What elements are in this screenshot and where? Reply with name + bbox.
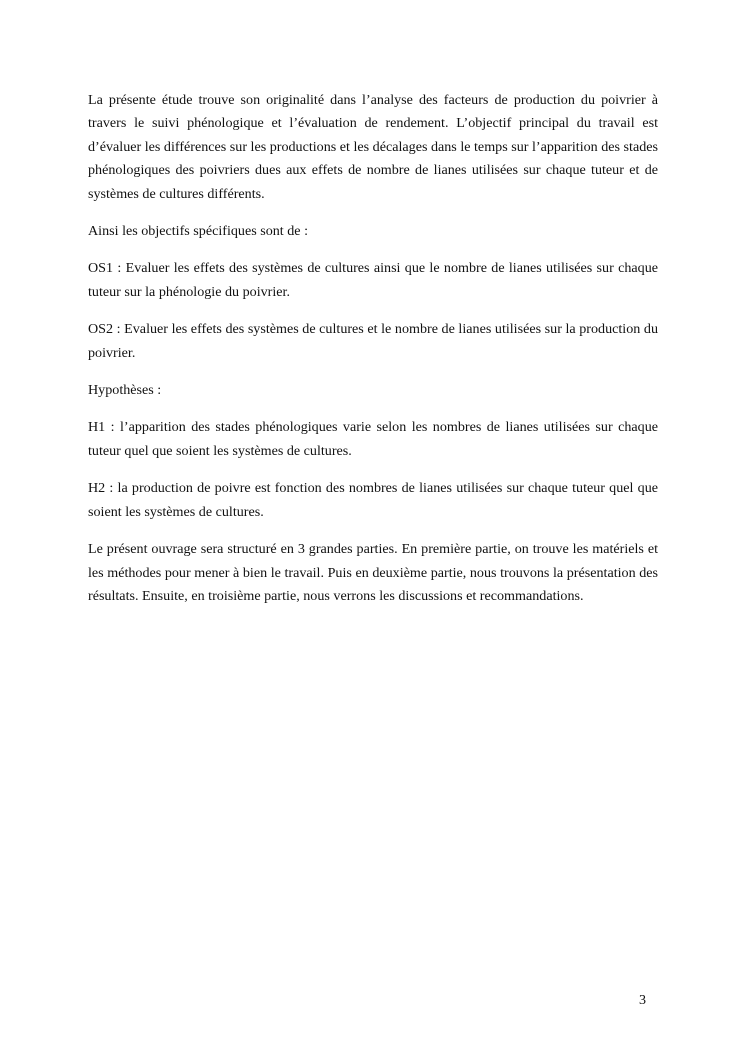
objective-os1: OS1 : Evaluer les effets des systèmes de cultures ainsi que le nombre de lianes utilisées sur chaque tuteur sur la phénologie du poivrier. xyxy=(88,260,658,300)
structure-paragraph: Le présent ouvrage sera structuré en 3 grandes parties. En première partie, on trouve les matériels et les méthodes pour mener à bien le travail. Puis en deuxième partie, nous trouvons la présentation des résultats. Ensuite, en troisième partie, nous verrons les discussions et recommandations. xyxy=(88,541,658,604)
hypotheses-heading: Hypothèses : xyxy=(88,382,162,399)
page-number: 3 xyxy=(639,992,647,1008)
page-body xyxy=(88,89,658,622)
objective-os2: OS2 : Evaluer les effets des systèmes de cultures et le nombre de lianes utilisées sur la production du poivrier. xyxy=(88,321,658,361)
hypothesis-h1: H1 : l’apparition des stades phénologiques varie selon les nombres de lianes utilisées sur chaque tuteur quel que soient les systèmes de cultures. xyxy=(88,419,658,459)
intro-paragraph: La présente étude trouve son originalité dans l’analyse des facteurs de production du poivrier à travers le suivi phénologique et l’évaluation de rendement. L’objectif principal du travail est d’évaluer les différences sur les productions et les décalages dans le temps sur l’apparition des stades phénologiques des poivriers dues aux effets de nombre de lianes utilisées sur chaque tuteur et de systèmes de cultures différents. xyxy=(88,92,658,202)
hypothesis-h2: H2 : la production de poivre est fonction des nombres de lianes utilisées sur chaque tuteur quel que soient les systèmes de cultures. xyxy=(88,480,658,520)
objectives-heading: Ainsi les objectifs spécifiques sont de : xyxy=(88,223,308,240)
